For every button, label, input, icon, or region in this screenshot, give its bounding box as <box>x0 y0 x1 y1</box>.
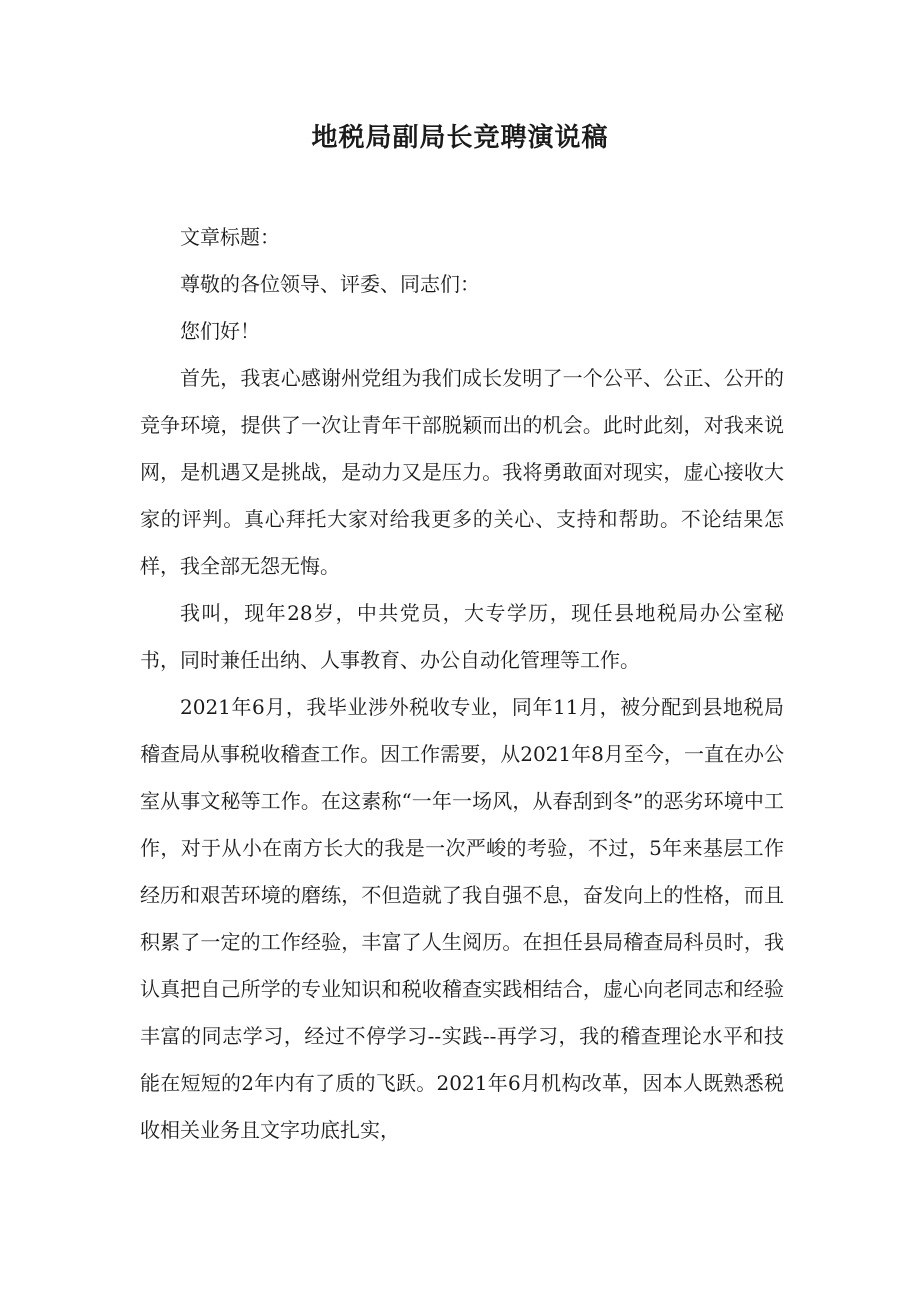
paragraph-greeting: 您们好！ <box>180 319 260 343</box>
paragraph-self-introduction: 我叫，现年28岁，中共党员，大专学历，现任县地税局办公室秘书，同时兼任出纳、人事教育、办公自动化管理等工作。 <box>140 601 784 672</box>
document-title: 地税局副局长竞聘演说稿 <box>311 123 609 153</box>
paragraph-opening: 首先，我衷心感谢州党组为我们成长发明了一个公平、公正、公开的竞争环境，提供了一次让青年干部脱颖而出的机会。此时此刻，对我来说网，是机遇又是挑战，是动力又是压力。我将勇敢面对现实，虚心接收大家的评判。真心拜托大家对给我更多的关心、支持和帮助。不论结果怎样，我全部无怨无悔。 <box>140 366 784 578</box>
document-body <box>140 214 784 1154</box>
paragraph-salutation: 尊敬的各位领导、评委、同志们： <box>180 272 480 296</box>
paragraph-work-history: 2021年6月，我毕业涉外税收专业，同年11月，被分配到县地税局稽查局从事税收稽查工作。因工作需要，从2021年8月至今，一直在办公室从事文秘等工作。在这素称“一年一场风，从春刮到冬”的恶劣环境中工作，对于从小在南方长大的我是一次严峻的考验，不过，5年来基层工作经历和艰苦环境的磨练，不但造就了我自强不息，奋发向上的性格，而且积累了一定的工作经验，丰富了人生阅历。在担任县局稽查局科员时，我认真把自己所学的专业知识和税收稽查实践相结合，虚心向老同志和经验丰富的同志学习，经过不停学习--实践--再学习，我的稽查理论水平和技能在短短的2年内有了质的飞跃。2021年6月机构改革，因本人既熟悉税收相关业务且文字功底扎实， <box>140 695 784 1142</box>
paragraph-article-title-label: 文章标题： <box>180 225 280 249</box>
